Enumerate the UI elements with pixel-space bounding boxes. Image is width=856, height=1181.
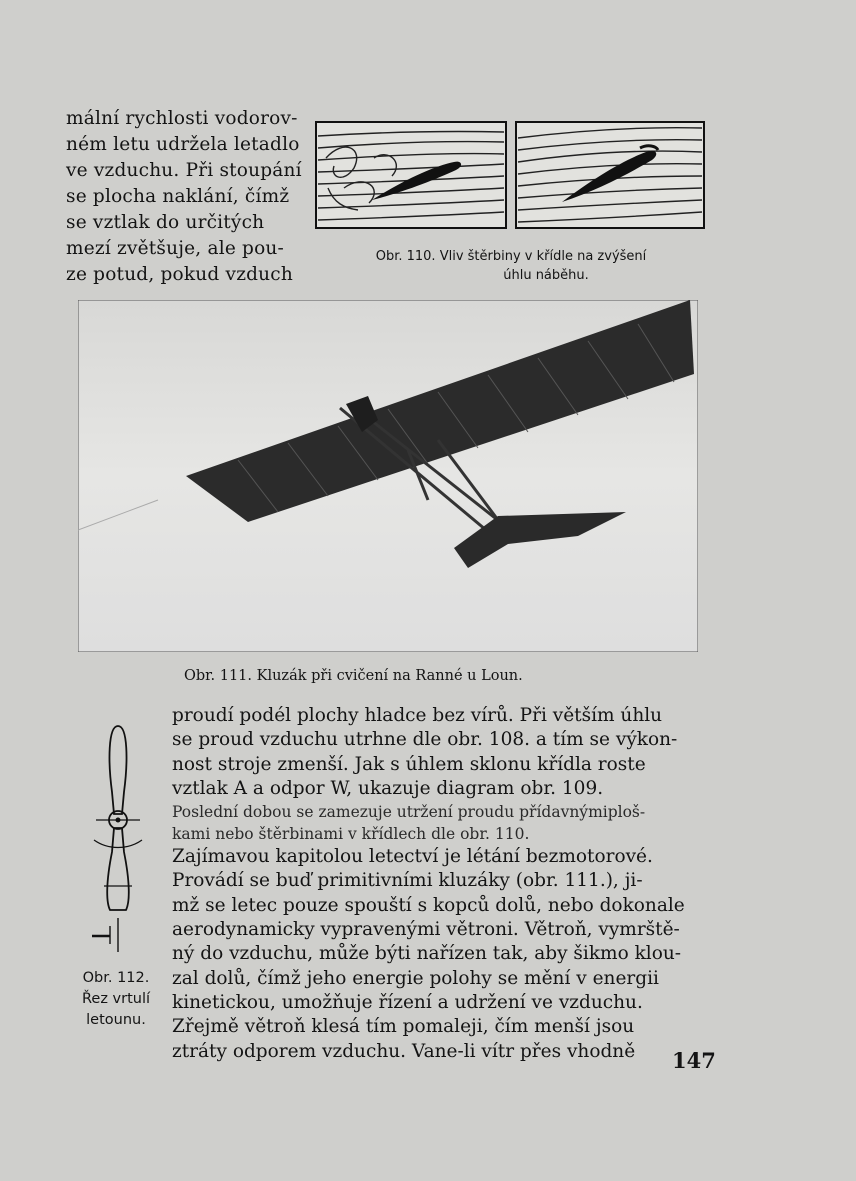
- text-line: proudí podél plochy hladce bez vírů. Při větším úhlu: [172, 705, 663, 726]
- note-line: Poslední dobou se zamezuje utržení proudu přídavnýmiploš-: [172, 803, 646, 822]
- figure-112-propeller-drawing: [88, 722, 148, 962]
- airflow-panel-without-slot: [316, 122, 506, 228]
- caption-line: úhlu náběhu.: [503, 268, 589, 283]
- text-line: zal dolů, čímž jeho energie polohy se mění v energii: [172, 967, 659, 989]
- figure-110-caption: [316, 247, 706, 285]
- text-line: se proud vzduchu utrhne dle obr. 108. a tím se výkon-: [172, 729, 678, 751]
- text-line: nost stroje zmenší. Jak s úhlem sklonu křídla roste: [172, 753, 646, 775]
- text-line: Provádí se buď primitivními kluzáky (obr. 111.), ji-: [172, 870, 643, 892]
- main-text-column: [172, 704, 712, 1064]
- caption-line: Řez vrtulí: [81, 991, 151, 1007]
- text-line: ze potud, pokud vzduch: [66, 264, 293, 285]
- figure-111-glider-photo: [78, 300, 698, 652]
- text-line: mž se letec pouze spouští s kopců dolů, nebo dokonale: [172, 894, 685, 916]
- text-line: ný do vzduchu, může býti nařízen tak, aby šikmo klou-: [172, 943, 682, 965]
- text-line: aerodynamicky vypravenými větroni. Větroň, vymrště-: [172, 919, 680, 941]
- text-line: vztlak A a odpor W, ukazuje diagram obr. 109.: [172, 777, 604, 799]
- page-number: 147: [672, 1048, 716, 1073]
- text-line: ném letu udržela letadlo: [66, 134, 300, 155]
- text-line: mální rychlosti vodorov-: [66, 108, 298, 129]
- caption-line: Obr. 110. Vliv štěrbiny v křídle na zvýšení: [375, 249, 647, 264]
- figure-111-caption: Obr. 111. Kluzák při cvičení na Ranné u Loun.: [184, 668, 523, 684]
- note-line: kami nebo štěrbinami v křídlech dle obr. 110.: [172, 825, 530, 844]
- figure-110-airflow-diagram: [314, 118, 706, 233]
- text-line: Zajímavou kapitolou letectví je létání bezmotorové.: [172, 846, 653, 868]
- left-text-column: [66, 106, 308, 288]
- figure-112-caption: [66, 968, 166, 1031]
- caption-line: letounu.: [86, 1012, 146, 1028]
- caption-line: Obr. 112.: [82, 970, 150, 986]
- text-line: kinetickou, umožňuje řízení a udržení ve vzduchu.: [172, 991, 643, 1013]
- text-line: se plocha naklání, čímž: [66, 186, 290, 207]
- text-line: ve vzduchu. Při stoupání: [66, 160, 302, 181]
- text-line: Zřejmě větroň klesá tím pomaleji, čím menší jsou: [172, 1016, 635, 1038]
- text-line: mezí zvětšuje, ale pou-: [66, 238, 284, 259]
- airflow-panel-with-slot: [516, 122, 704, 228]
- text-line: se vztlak do určitých: [66, 212, 265, 233]
- text-line: ztráty odporem vzduchu. Vane-li vítr přes vhodně: [172, 1040, 636, 1062]
